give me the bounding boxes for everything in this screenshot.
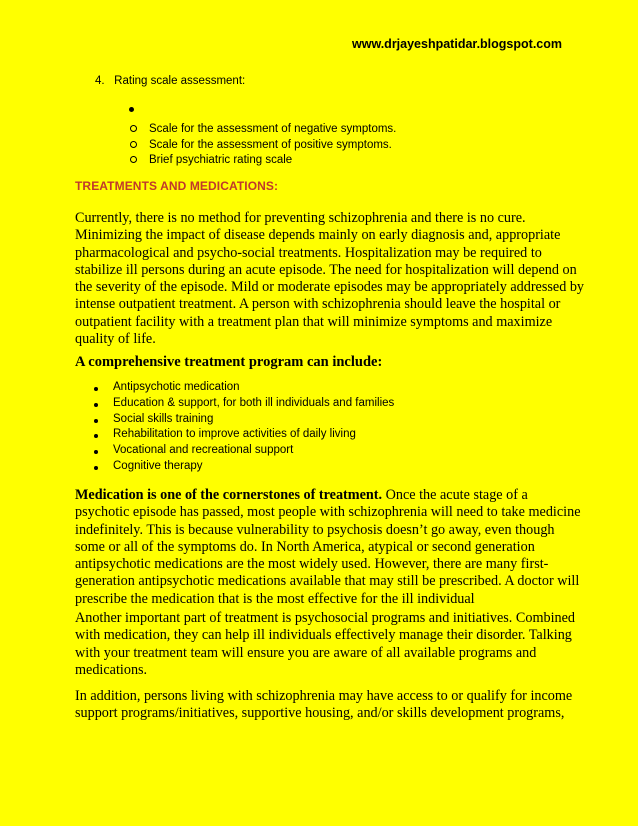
list-item	[0, 397, 638, 413]
program-heading: A comprehensive treatment program can include:	[75, 354, 383, 370]
paragraph-line: prescribe the medication that is the most effective for the ill individual	[75, 590, 475, 607]
list-item-text: Scale for the assessment of positive symptoms.	[149, 138, 392, 151]
bullet-icon	[94, 434, 98, 438]
program-list	[0, 381, 638, 476]
list-item	[0, 381, 638, 397]
paragraph-line: pharmacological and psycho-social treatments. Hospitalization may be required to	[75, 244, 542, 261]
psychosocial-paragraph	[75, 610, 575, 679]
hollow-circle-bullet-icon	[130, 125, 137, 132]
paragraph-line: quality of life.	[75, 331, 156, 348]
paragraph-line: psychotic episode has passed, most people with schizophrenia will need to take medicine	[75, 504, 581, 521]
hollow-circle-bullet-icon	[130, 141, 137, 148]
list-item-text: Antipsychotic medication	[113, 381, 240, 393]
medication-lead: Medication is one of the cornerstones of treatment.	[75, 487, 383, 503]
paragraph-line: some or all of the symptoms do. In North America, atypical or second generation	[75, 538, 535, 555]
paragraph-line: medications.	[75, 661, 148, 678]
list-item-text: Cognitive therapy	[113, 459, 203, 472]
paragraph-line: outpatient facility with a treatment plan that will minimize symptoms and maximize	[75, 313, 553, 330]
paragraph-line: In addition, persons living with schizophrenia may have access to or qualify for income	[75, 688, 573, 704]
paragraph-line: Minimizing the impact of disease depends mainly on early diagnosis and, appropriate	[75, 227, 561, 244]
list-item	[0, 428, 638, 444]
bullet-icon	[129, 107, 134, 112]
paragraph-line: with medication, they can help ill individuals effectively manage their disorder. Talking	[75, 627, 572, 644]
list-item-text: Scale for the assessment of negative symptoms.	[149, 123, 397, 135]
list-item	[0, 460, 638, 476]
list-item	[0, 444, 638, 460]
header-url[interactable]: www.drjayeshpatidar.blogspot.com	[352, 37, 562, 51]
bullet-icon	[94, 387, 98, 391]
paragraph-line: intense outpatient treatment. A person with schizophrenia should leave the hospital or	[75, 296, 561, 313]
bullet-icon	[94, 419, 98, 423]
medication-paragraph	[75, 487, 581, 608]
rating-scale-heading: 4. Rating scale assessment:	[95, 75, 246, 87]
paragraph-line: generation antipsychotic medications available that may still be prescribed. A doctor will	[75, 573, 580, 590]
bullet-icon	[94, 450, 98, 454]
list-item-text: Brief psychiatric rating scale	[149, 154, 293, 166]
list-item-text: Rehabilitation to improve activities of daily living	[113, 428, 356, 441]
paragraph-line: antipsychotic medications are the most widely used. However, there are many first-	[75, 556, 549, 573]
paragraph-line: the severity of the episode. Mild or moderate episodes may be appropriately addressed by	[75, 279, 585, 296]
bullet-icon	[94, 403, 98, 407]
paragraph-line: Currently, there is no method for preventing schizophrenia and there is no cure.	[75, 210, 526, 226]
paragraph-line: stabilize ill persons during an acute episode. The need for hospitalization will depend on	[75, 261, 577, 278]
bullet-icon	[94, 466, 98, 470]
hollow-circle-bullet-icon	[130, 156, 137, 163]
support-paragraph	[75, 688, 573, 723]
paragraph-line: with your treatment team will ensure you are aware of all available programs and	[75, 644, 537, 661]
list-item-text: Education & support, for both ill individuals and families	[113, 396, 395, 409]
paragraph-line: Another important part of treatment is psychosocial programs and initiatives. Combined	[75, 610, 575, 626]
list-item	[0, 413, 638, 429]
list-item-text: Vocational and recreational support	[113, 444, 294, 457]
paragraph-line: support programs/initiatives, supportive housing, and/or skills development programs,	[75, 705, 565, 722]
treatments-paragraph	[75, 210, 585, 348]
paragraph-line	[75, 487, 565, 504]
treatments-heading: TREATMENTS AND MEDICATIONS:	[75, 179, 279, 193]
paragraph-line: indefinitely. This is because vulnerability to psychosis doesn’t go away, even though	[75, 521, 555, 538]
list-item-text: Social skills training	[113, 412, 214, 425]
medication-lead-rest: Once the acute stage of a	[382, 487, 528, 503]
